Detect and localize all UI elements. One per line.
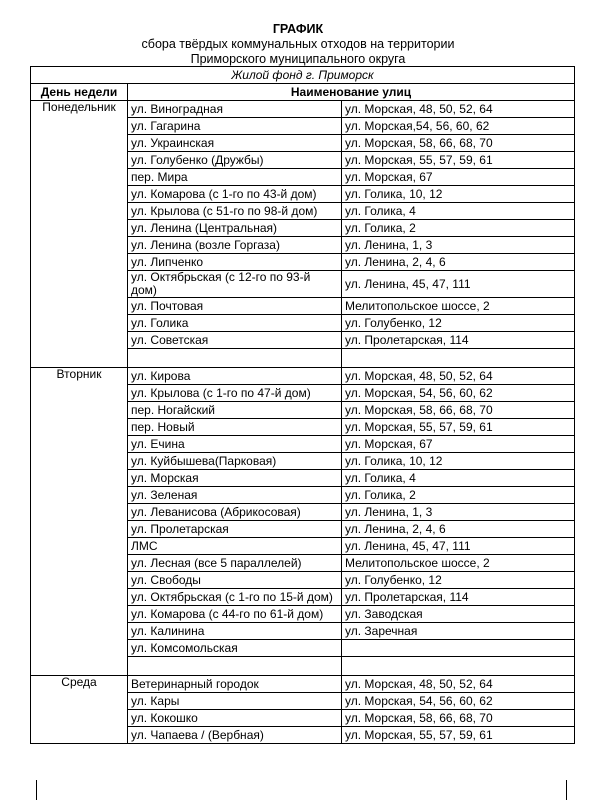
street-cell-left: ул. Ленина (Центральная)	[128, 220, 342, 237]
empty-cell	[342, 349, 575, 368]
street-cell-left: ул. Ленина (возле Горгаза)	[128, 237, 342, 254]
street-cell-right: ул. Морская, 58, 66, 68, 70	[342, 710, 575, 727]
street-cell-left: ул. Октябрьская (с 1-го по 15-й дом)	[128, 589, 342, 606]
street-cell-left: ул. Почтовая	[128, 298, 342, 315]
street-cell-left: ул. Ечина	[128, 436, 342, 453]
street-cell-left: ул. Гагарина	[128, 118, 342, 135]
street-cell-right: ул. Морская, 54, 56, 60, 62	[342, 385, 575, 402]
street-cell-left: ул. Октябрьская (с 12-го по 93-й дом)	[128, 271, 342, 298]
street-cell-right: ул. Голика, 2	[342, 487, 575, 504]
document-subtitle: сбора твёрдых коммунальных отходов на территории	[141, 37, 455, 51]
street-cell-left: ЛМС	[128, 538, 342, 555]
table-row	[31, 676, 575, 693]
street-cell-right: ул. Морская, 55, 57, 59, 61	[342, 152, 575, 169]
street-cell-right: ул. Морская,54, 56, 60, 62	[342, 118, 575, 135]
street-cell-left: ул. Крылова (с 1-го по 47-й дом)	[128, 385, 342, 402]
page-edge-right	[566, 780, 567, 800]
street-cell-left: ул. Свободы	[128, 572, 342, 589]
street-cell-right: Мелитопольское шоссе, 2	[342, 298, 575, 315]
street-cell-left: ул. Леванисова (Абрикосовая)	[128, 504, 342, 521]
street-cell-right: ул. Голика, 10, 12	[342, 453, 575, 470]
street-cell-left: ул. Зеленая	[128, 487, 342, 504]
street-cell-left: ул. Голика	[128, 315, 342, 332]
street-cell-left: ул. Лесная (все 5 параллелей)	[128, 555, 342, 572]
street-cell-right: Мелитопольское шоссе, 2	[342, 555, 575, 572]
schedule-table	[30, 66, 575, 744]
street-cell-left: ул. Липченко	[128, 254, 342, 271]
street-cell-right: ул. Морская, 67	[342, 436, 575, 453]
street-cell-left: Ветеринарный городок	[128, 676, 342, 693]
street-cell-right: ул. Голика, 2	[342, 220, 575, 237]
column-header-day: День недели	[31, 84, 128, 101]
street-cell-right: ул. Морская, 55, 57, 59, 61	[342, 727, 575, 744]
street-cell-right: ул. Морская, 48, 50, 52, 64	[342, 676, 575, 693]
street-cell-right: ул. Морская, 55, 57, 59, 61	[342, 419, 575, 436]
street-cell-right: ул. Морская, 54, 56, 60, 62	[342, 693, 575, 710]
street-cell-left: ул. Кокошко	[128, 710, 342, 727]
street-cell-right: ул. Морская, 58, 66, 68, 70	[342, 402, 575, 419]
street-cell-left: ул. Пролетарская	[128, 521, 342, 538]
street-cell-left: ул. Чапаева / (Вербная)	[128, 727, 342, 744]
street-cell-right: ул. Морская, 48, 50, 52, 64	[342, 368, 575, 385]
street-cell-left: ул. Крылова (с 51-го по 98-й дом)	[128, 203, 342, 220]
street-cell-right: ул. Ленина, 2, 4, 6	[342, 254, 575, 271]
street-cell-left: ул. Морская	[128, 470, 342, 487]
page-edge-left	[36, 780, 37, 800]
street-cell-left: ул. Комарова (с 1-го по 43-й дом)	[128, 186, 342, 203]
street-cell-left: ул. Украинская	[128, 135, 342, 152]
street-cell-left: ул. Кирова	[128, 368, 342, 385]
street-cell-right: ул. Голика, 4	[342, 470, 575, 487]
street-cell-right: ул. Морская, 58, 66, 68, 70	[342, 135, 575, 152]
street-cell-left: ул. Кары	[128, 693, 342, 710]
housing-fund-title: Жилой фонд г. Приморск	[31, 67, 575, 84]
street-cell-right: ул. Пролетарская, 114	[342, 332, 575, 349]
empty-cell	[128, 349, 342, 368]
street-cell-right: ул. Морская, 48, 50, 52, 64	[342, 101, 575, 118]
street-cell-left: пер. Новый	[128, 419, 342, 436]
street-cell-right: ул. Голика, 4	[342, 203, 575, 220]
table-row	[31, 101, 575, 118]
street-cell-left: пер. Ногайский	[128, 402, 342, 419]
weekday-cell: Понедельник	[31, 101, 128, 368]
street-cell-right: ул. Голика, 10, 12	[342, 186, 575, 203]
street-cell-right: ул. Голубенко, 12	[342, 572, 575, 589]
street-cell-left: ул. Комарова (с 44-го по 61-й дом)	[128, 606, 342, 623]
street-cell-right: ул. Ленина, 45, 47, 111	[342, 538, 575, 555]
document-subtitle-2: Приморского муниципального округа	[190, 52, 406, 66]
street-cell-right: ул. Заречная	[342, 623, 575, 640]
street-cell-left: ул. Калинина	[128, 623, 342, 640]
empty-cell	[128, 657, 342, 676]
column-header-streets: Наименование улиц	[128, 84, 575, 101]
street-cell-right: ул. Морская, 67	[342, 169, 575, 186]
street-cell-right: ул. Ленина, 1, 3	[342, 504, 575, 521]
street-cell-right: ул. Пролетарская, 114	[342, 589, 575, 606]
street-cell-right: ул. Ленина, 45, 47, 111	[342, 271, 575, 298]
street-cell-right: ул. Ленина, 1, 3	[342, 237, 575, 254]
street-cell-left: ул. Голубенко (Дружбы)	[128, 152, 342, 169]
street-cell-right	[342, 640, 575, 657]
empty-cell	[342, 657, 575, 676]
street-cell-right: ул. Ленина, 2, 4, 6	[342, 521, 575, 538]
table-row	[31, 368, 575, 385]
street-cell-left: ул. Виноградная	[128, 101, 342, 118]
street-cell-left: ул. Куйбышева(Парковая)	[128, 453, 342, 470]
street-cell-right: ул. Голубенко, 12	[342, 315, 575, 332]
street-cell-right: ул. Заводская	[342, 606, 575, 623]
street-cell-left: пер. Мира	[128, 169, 342, 186]
weekday-cell: Вторник	[31, 368, 128, 676]
document-title: ГРАФИК	[272, 22, 324, 36]
document-header	[0, 22, 596, 67]
street-cell-left: ул. Советская	[128, 332, 342, 349]
street-cell-left: ул. Комсомольская	[128, 640, 342, 657]
weekday-cell: Среда	[31, 676, 128, 744]
